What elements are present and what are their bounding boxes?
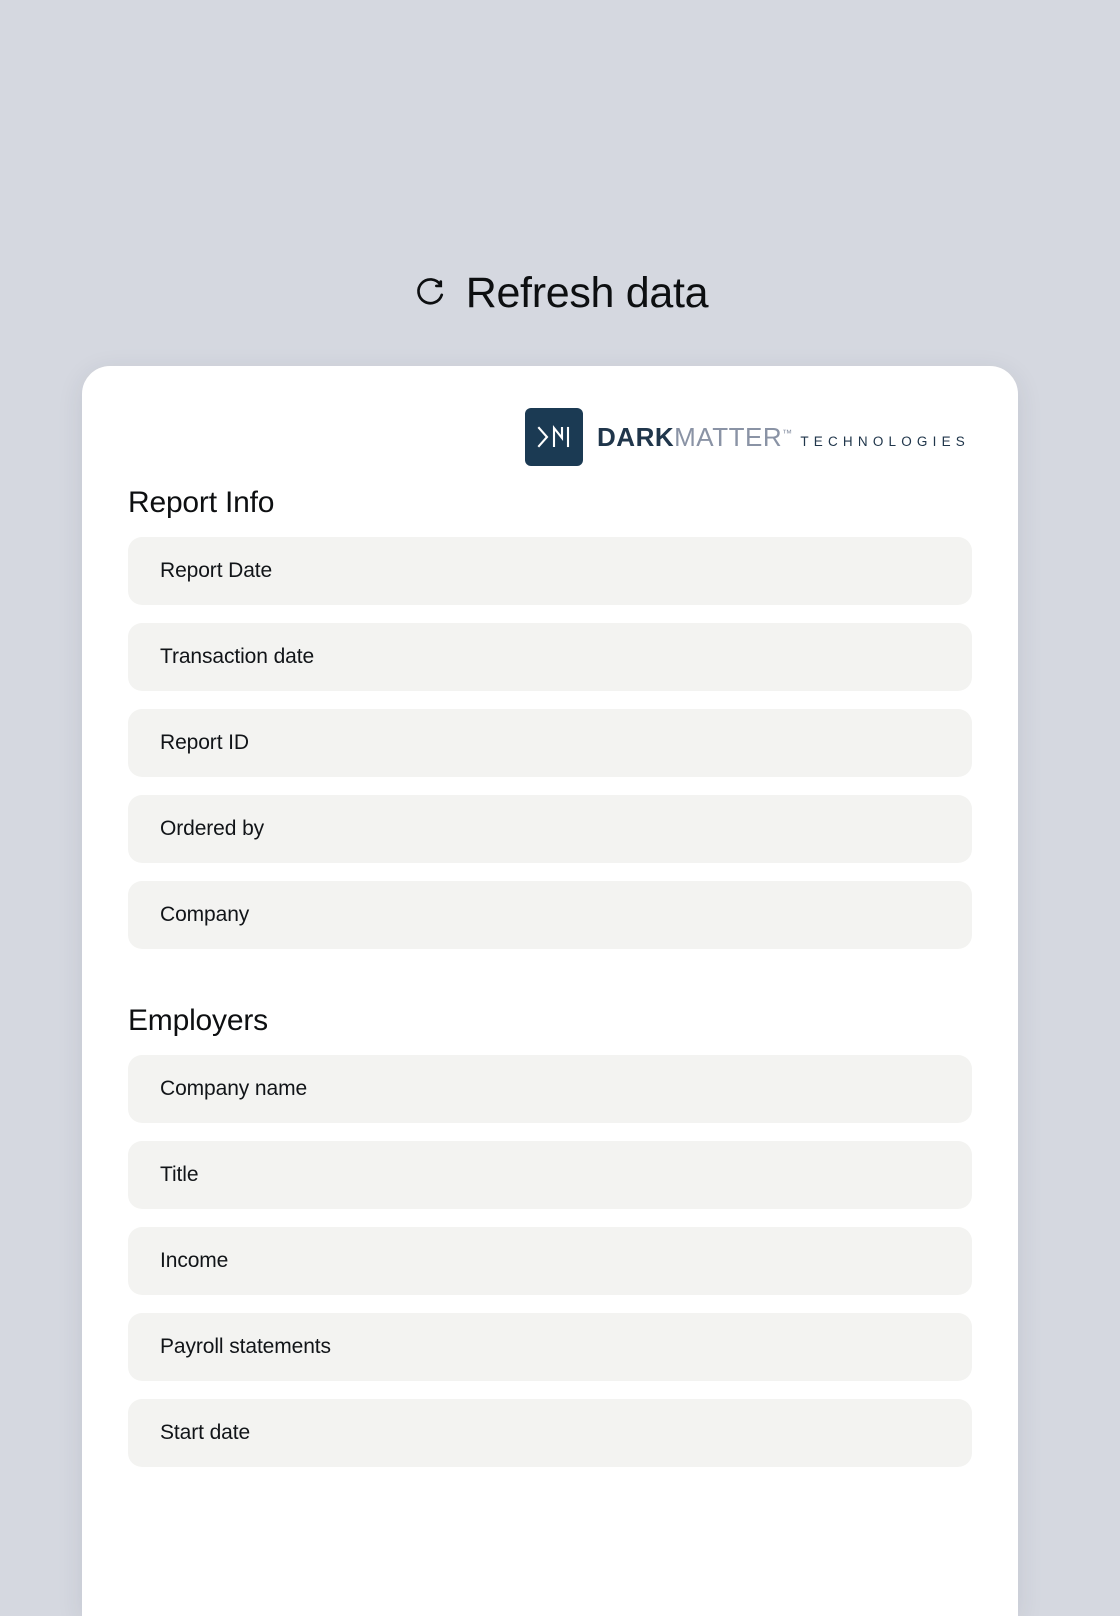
logo-tagline: TECHNOLOGIES [800,434,970,450]
row-label: Start date [160,1421,251,1444]
row-payroll-statements[interactable] [128,1313,972,1381]
section-title-employers: Employers [128,1004,268,1037]
row-title[interactable] [128,1141,972,1209]
row-label: Company [160,903,250,926]
row-start-date[interactable] [128,1399,972,1467]
row-label: Payroll statements [160,1335,331,1358]
row-company[interactable] [128,881,972,949]
row-report-id[interactable] [128,709,972,777]
row-company-name[interactable] [128,1055,972,1123]
report-card [82,366,1018,1616]
refresh-icon[interactable] [412,277,446,311]
row-label: Transaction date [160,645,315,668]
section-employers [128,1004,972,1485]
section-title-report-info: Report Info [128,486,275,519]
row-label: Ordered by [160,817,265,840]
row-income[interactable] [128,1227,972,1295]
row-ordered-by[interactable] [128,795,972,863]
darkmatter-logo [525,408,970,466]
row-label: Company name [160,1077,308,1100]
logo-wordmark [597,422,970,451]
row-report-date[interactable] [128,537,972,605]
row-label: Report ID [160,731,249,754]
logo-trademark: ™ [782,428,793,440]
page-title: Refresh data [465,269,709,317]
row-label: Income [160,1249,229,1272]
section-report-info [128,486,972,967]
row-transaction-date[interactable] [128,623,972,691]
row-label: Title [160,1163,199,1186]
logo-name-light: MATTER [674,422,783,453]
refresh-data-header[interactable] [0,269,1120,317]
logo-mark-icon [525,408,583,466]
logo-name-bold: DARK [597,422,675,453]
row-label: Report Date [160,559,273,582]
